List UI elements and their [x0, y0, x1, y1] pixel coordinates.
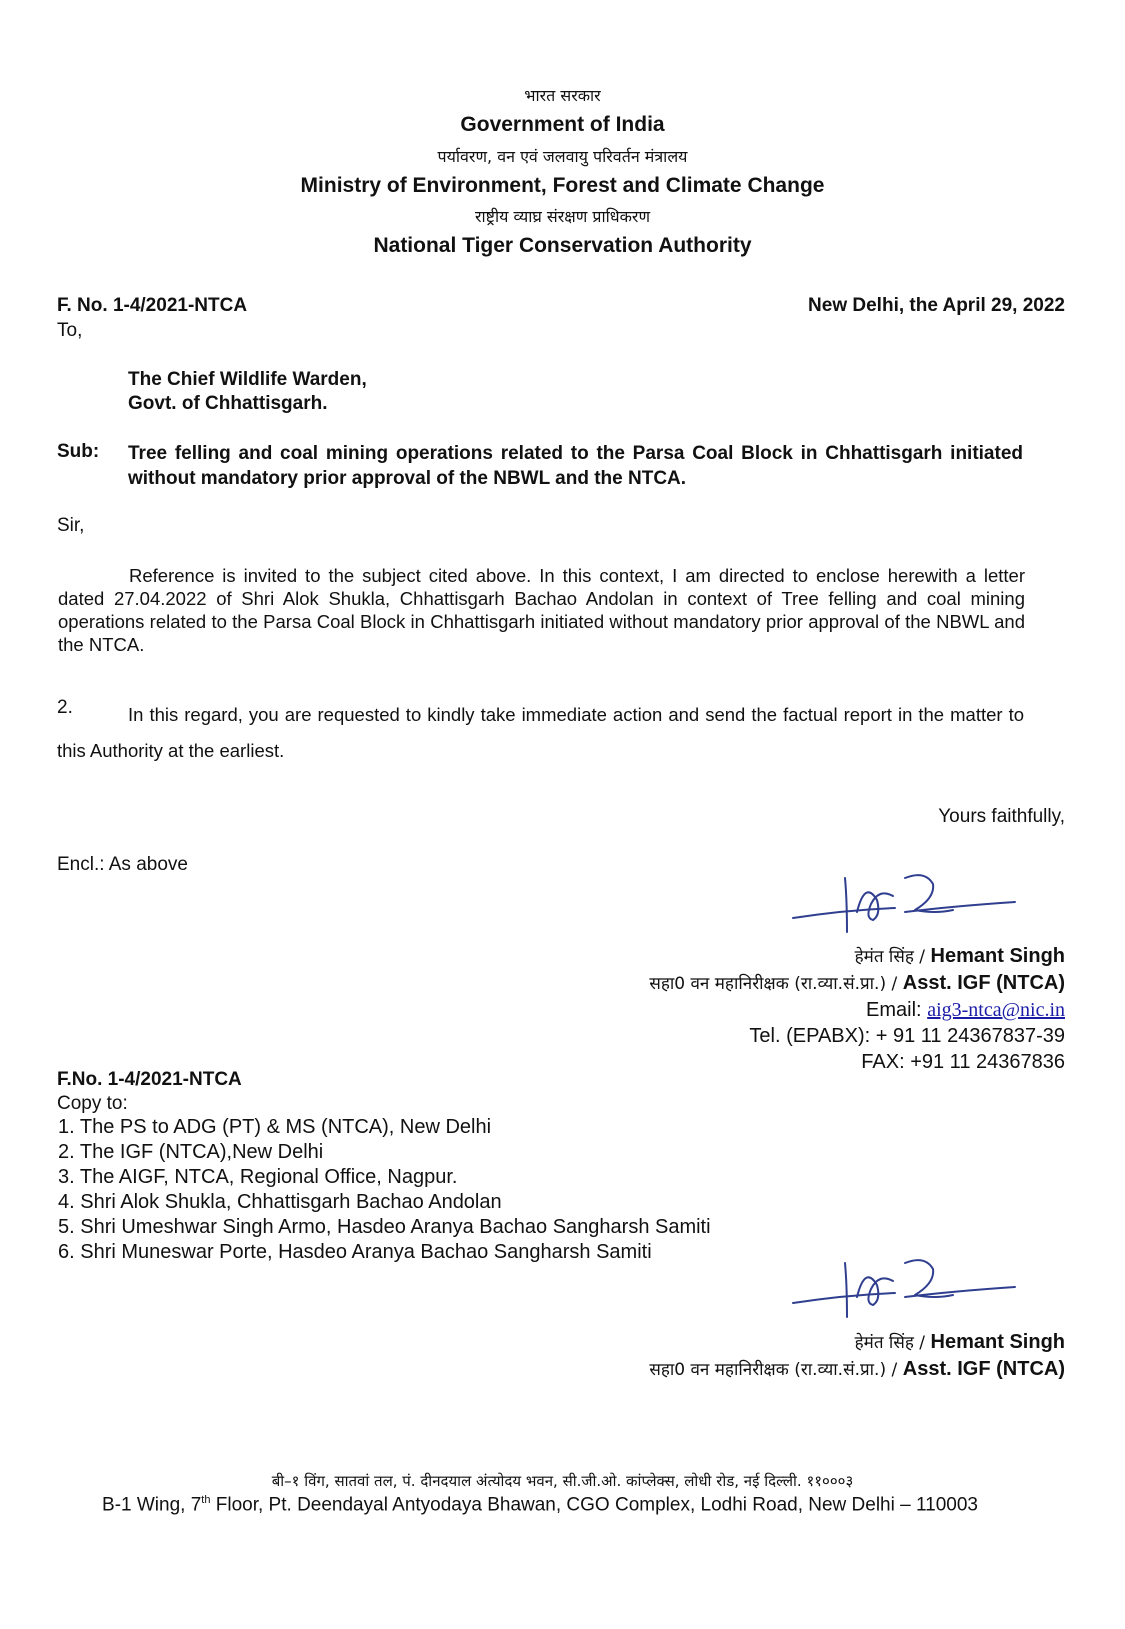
copy-list-item: 2. The IGF (NTCA),New Delhi: [58, 1141, 324, 1163]
salutation: Sir,: [57, 515, 85, 536]
header-hindi-authority: राष्ट्रीय व्याघ्र संरक्षण प्राधिकरण: [474, 207, 651, 226]
copy-list-item: 4. Shri Alok Shukla, Chhattisgarh Bachao Andolan: [58, 1191, 502, 1213]
paragraph-2-number: 2.: [57, 697, 73, 718]
email-label: Email:: [866, 999, 922, 1021]
email-link[interactable]: aig3-ntca@nic.in: [927, 999, 1065, 1021]
copy-list-item: 5. Shri Umeshwar Singh Armo, Hasdeo Aranya Bachao Sangharsh Samiti: [58, 1216, 711, 1238]
to-label: To,: [57, 320, 83, 341]
signatory-name-line: [649, 1329, 1065, 1356]
recipient-line2: Govt. of Chhattisgarh.: [128, 393, 328, 414]
header-authority: National Tiger Conservation Authority: [373, 234, 752, 257]
subject-text: Tree felling and coal mining operations related to the Parsa Coal Block in Chhattisgarh initiated without mandatory prior approval of the NBWL and the NTCA.: [128, 443, 1023, 489]
paragraph-2: In this regard, you are requested to kindly take immediate action and send the factual report in the matter to this Authority at the earliest.: [57, 704, 1024, 761]
copy-list-item: 6. Shri Muneswar Porte, Hasdeo Aranya Bachao Sangharsh Samiti: [58, 1241, 652, 1263]
header-ministry: Ministry of Environment, Forest and Climate Change: [300, 174, 825, 197]
signatory-designation: Asst. IGF (NTCA): [902, 972, 1065, 994]
email-line: [649, 997, 1065, 1023]
signatory-block: [649, 943, 1065, 1075]
fax: FAX: +91 11 24367836: [861, 1051, 1065, 1073]
footer-address-pre: B-1 Wing, 7: [102, 1494, 202, 1516]
recipient-line1: The Chief Wildlife Warden,: [128, 369, 367, 390]
closing: Yours faithfully,: [938, 806, 1065, 827]
copy-list-item: 1. The PS to ADG (PT) & MS (NTCA), New Delhi: [58, 1116, 492, 1138]
signatory-designation-line: [649, 970, 1065, 997]
signatory-name: Hemant Singh: [930, 945, 1065, 967]
footer-hindi-address: बी–१ विंग, सातवां तल, पं. दीनदयाल अंत्योदय भवन, सी.जी.ओ. कांप्लेक्स, लोधी रोड, नई दिल्ली. ११०००३: [271, 1472, 854, 1490]
signatory-block-copy: [649, 1329, 1065, 1383]
copy-list: [58, 1115, 711, 1265]
subject-label: Sub:: [57, 441, 100, 462]
signature-image-copy: [785, 1245, 1025, 1335]
signatory-name-hindi: हेमंत सिंह /: [854, 947, 925, 967]
header-hindi-ministry: पर्यावरण, वन एवं जलवायु परिवर्तन मंत्रालय: [437, 147, 688, 166]
footer-address: [0, 1494, 1080, 1516]
header-hindi-govt: भारत सरकार: [524, 86, 601, 105]
signatory-designation: Asst. IGF (NTCA): [902, 1358, 1065, 1380]
footer-address-sup: th: [201, 1494, 211, 1506]
file-number: F. No. 1-4/2021-NTCA: [57, 295, 248, 316]
signature-image: [785, 860, 1025, 950]
signatory-name-line: [649, 943, 1065, 970]
footer-address-post: Floor, Pt. Deendayal Antyodaya Bhawan, CGO Complex, Lodhi Road, New Delhi – 110003: [210, 1494, 978, 1516]
signatory-designation-line: [649, 1356, 1065, 1383]
copy-file-number: F.No. 1-4/2021-NTCA: [57, 1069, 242, 1090]
copy-list-item: 3. The AIGF, NTCA, Regional Office, Nagpur.: [58, 1166, 458, 1188]
enclosure: Encl.: As above: [57, 854, 188, 875]
paragraph-1: Reference is invited to the subject cited above. In this context, I am directed to enclose herewith a letter dated 27.04.2022 of Shri Alok Shukla, Chhattisgarh Bachao Andolan in context of Tree felling and coal mining operations related to the Parsa Coal Block in Chhattisgarh initiated without mandatory prior approval of the NBWL and the NTCA.: [58, 565, 1025, 655]
signatory-designation-hindi: सहा0 वन महानिरीक्षक (रा.व्या.सं.प्रा.) /: [649, 974, 898, 994]
signatory-name-hindi: हेमंत सिंह /: [854, 1333, 925, 1353]
telephone: Tel. (EPABX): + 91 11 24367837-39: [749, 1025, 1065, 1047]
copy-to-label: Copy to:: [57, 1093, 128, 1114]
signatory-designation-hindi: सहा0 वन महानिरीक्षक (रा.व्या.सं.प्रा.) /: [649, 1360, 898, 1380]
signatory-name: Hemant Singh: [930, 1331, 1065, 1353]
letter-date: New Delhi, the April 29, 2022: [808, 295, 1065, 316]
header-govt: Government of India: [460, 113, 665, 136]
